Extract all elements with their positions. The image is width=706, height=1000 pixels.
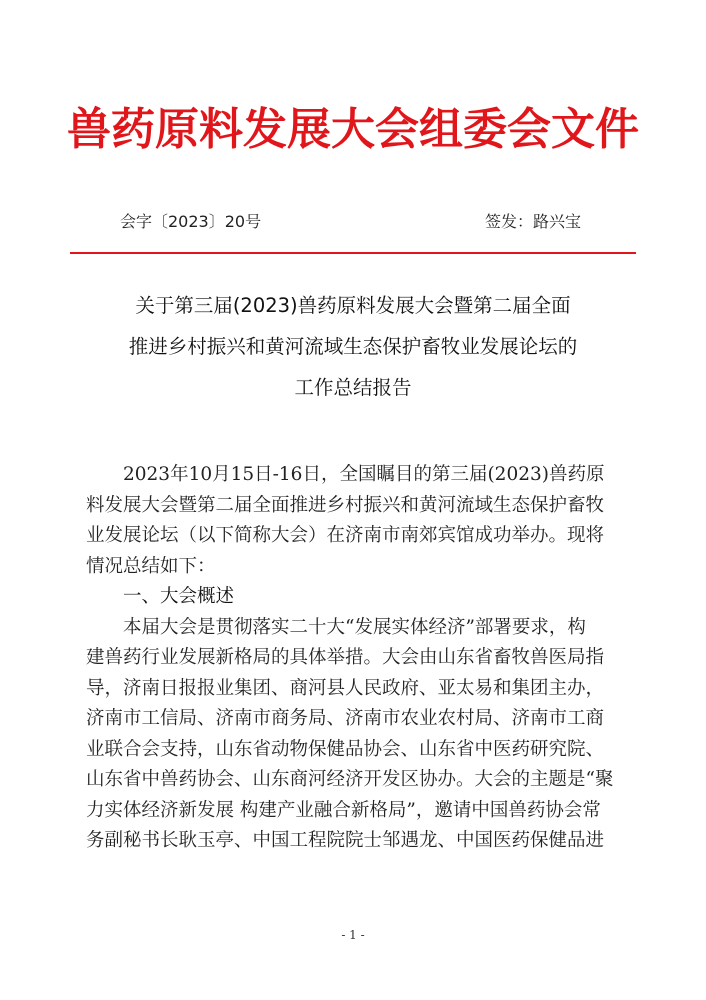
paragraph-line: 济南市工信局、济南市商务局、济南市农业农村局、济南市工商 [86,708,605,729]
paragraph-line: 力实体经济新发展 构建产业融合新格局”，邀请中国兽药协会常 [86,799,601,821]
paragraph-line: 业发展论坛（以下简称大会）在济南市南郊宾馆成功举办。现将 [86,525,605,546]
red-divider-line [70,252,636,254]
title-line: 工作总结报告 [294,376,412,399]
paragraph-line: 本届大会是贯彻落实二十大“发展实体经济”部署要求，构 [123,616,586,638]
paragraph-line: 2023年10月15日-16日，全国瞩目的第三届(2023)兽药原 [123,464,605,485]
page-number: - 1 - [341,928,365,942]
document-number: 会字〔2023〕20号 [120,212,262,231]
paragraph-line: 建兽药行业发展新格局的具体举措。大会由山东省畜牧兽医局指 [86,647,605,668]
title-line: 关于第三届(2023)兽药原料发展大会暨第二届全面 [135,294,571,317]
paragraph-line: 务副秘书长耿玉亭、中国工程院院士邹遇龙、中国医药保健品进 [86,830,605,851]
paragraph-line: 导，济南日报报业集团、商河县人民政府、亚太易和集团主办， [86,677,605,699]
document-body [86,460,634,857]
paragraph-line: 料发展大会暨第二届全面推进乡村振兴和黄河流域生态保护畜牧 [86,494,605,516]
report-title [60,285,646,408]
section-heading: 一、大会概述 [123,586,235,607]
paragraph-line: 情况总结如下： [86,555,216,577]
paragraph-line: 业联合会支持，山东省动物保健品协会、山东省中医药研究院、 [86,738,605,760]
masthead-title: 兽药原料发展大会组委会文件 [67,104,639,155]
title-line: 推进乡村振兴和黄河流域生态保护畜牧业发展论坛的 [128,335,578,358]
intro-paragraph [86,460,634,582]
section-paragraph [86,613,634,857]
paragraph-line: 山东省中兽药协会、山东商河经济开发区协办。大会的主题是“聚 [86,769,614,790]
signer: 签发：路兴宝 [485,212,582,231]
